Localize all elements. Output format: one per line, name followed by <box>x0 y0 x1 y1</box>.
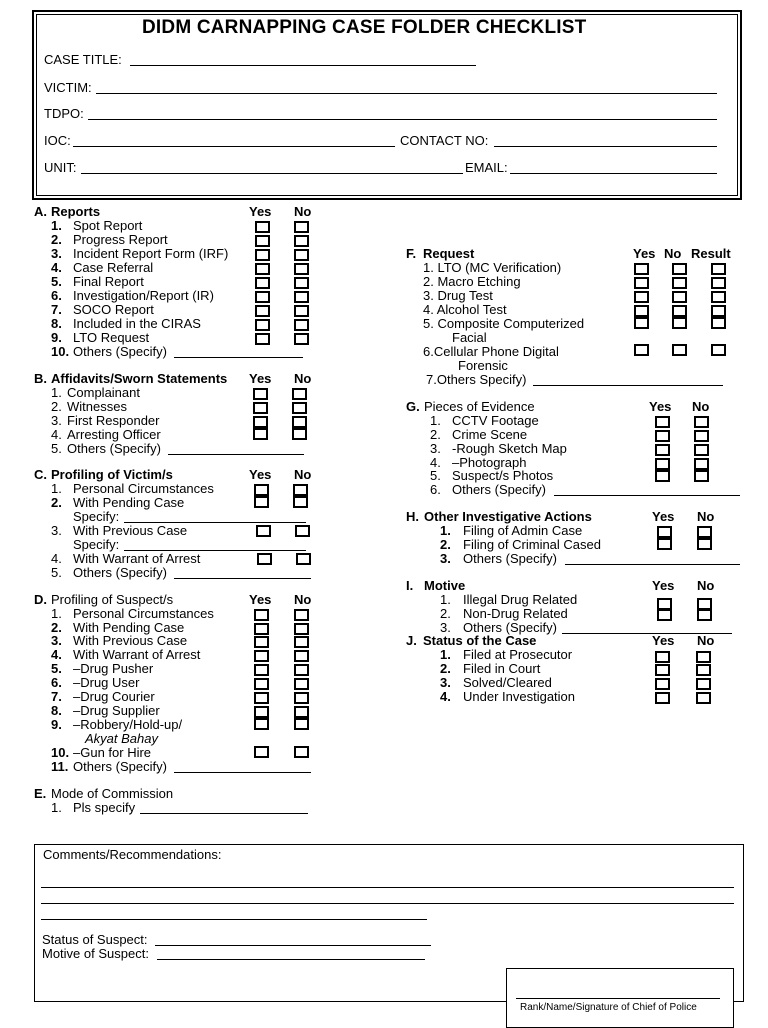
item-label: –Drug User <box>73 675 140 690</box>
checkbox-yes[interactable] <box>634 317 649 329</box>
item-label: Others (Specify) <box>73 759 167 774</box>
case-title-label: CASE TITLE: <box>44 52 122 67</box>
section-i-title: Motive <box>424 578 466 593</box>
item-label: Under Investigation <box>463 689 576 704</box>
tdpo-label: TDPO: <box>44 106 84 121</box>
item-label: 3. Drug Test <box>423 288 493 303</box>
item-label-continued: Akyat Bahay <box>85 731 158 746</box>
checkbox-yes[interactable] <box>255 249 270 261</box>
section-g-no-header: No <box>692 399 710 414</box>
checkbox-yes[interactable] <box>254 496 269 508</box>
checkbox-no[interactable] <box>694 444 709 456</box>
item-number: 8. <box>51 703 62 718</box>
checkbox-result[interactable] <box>711 263 726 275</box>
signature-label: Rank/Name/Signature of Chief of Police <box>520 1002 697 1013</box>
checkbox-yes[interactable] <box>634 305 649 317</box>
checkbox-yes[interactable] <box>634 277 649 289</box>
item-number: 4. <box>51 647 62 662</box>
section-h-letter: H. <box>406 509 419 524</box>
specify-label: Specify: <box>73 509 120 524</box>
item-number: 1. <box>51 800 62 815</box>
item-number: 3. <box>51 523 62 538</box>
checkbox-yes[interactable] <box>253 402 268 414</box>
checkbox-yes[interactable] <box>657 538 672 550</box>
item-label: –Drug Courier <box>73 689 155 704</box>
item-label: –Gun for Hire <box>73 745 152 760</box>
section-b-title: Affidavits/Sworn Statements <box>51 371 228 386</box>
checkbox-no[interactable] <box>294 692 309 704</box>
checkbox-yes[interactable] <box>255 305 270 317</box>
checkbox-no[interactable] <box>294 746 309 758</box>
section-b-letter: B. <box>34 371 47 386</box>
item-label: Others (Specify) <box>67 441 161 456</box>
item-number: 1. <box>51 218 62 233</box>
item-number: 4. <box>51 427 62 442</box>
item-label: With Pending Case <box>73 620 185 635</box>
checkbox-no[interactable] <box>294 623 309 635</box>
item-number: 5. <box>51 441 62 456</box>
checkbox-yes[interactable] <box>253 388 268 400</box>
checkbox-no[interactable] <box>672 305 687 317</box>
status-of-suspect-label: Status of Suspect: <box>42 932 148 947</box>
section-f-title: Request <box>423 246 475 261</box>
item-number: 3. <box>430 441 441 456</box>
checkbox-yes[interactable] <box>255 235 270 247</box>
item-label: Solved/Cleared <box>463 675 552 690</box>
checkbox-yes[interactable] <box>655 416 670 428</box>
checkbox-no[interactable] <box>697 538 712 550</box>
section-d-yes-header: Yes <box>249 592 272 607</box>
item-label: Illegal Drug Related <box>463 592 578 607</box>
checkbox-no[interactable] <box>294 305 309 317</box>
item-number: 1. <box>440 647 451 662</box>
section-d-no-header: No <box>294 592 312 607</box>
checkbox-yes[interactable] <box>655 470 670 482</box>
item-label: -Rough Sketch Map <box>452 441 567 456</box>
checkbox-no[interactable] <box>294 333 309 345</box>
item-label: Others (Specify) <box>452 482 546 497</box>
checkbox-no[interactable] <box>294 650 309 662</box>
item-number: 1. <box>440 523 451 538</box>
item-number: 3. <box>51 246 62 261</box>
unit-label: UNIT: <box>44 160 77 175</box>
others-specify-line[interactable] <box>554 495 740 496</box>
section-a-yes-header: Yes <box>249 204 272 219</box>
motive-of-suspect-label: Motive of Suspect: <box>42 946 149 961</box>
checkbox-yes[interactable] <box>255 263 270 275</box>
checkbox-yes[interactable] <box>255 221 270 233</box>
section-i-yes-header: Yes <box>652 578 675 593</box>
checkbox-yes[interactable] <box>254 718 269 730</box>
section-d-letter: D. <box>34 592 47 607</box>
checkbox-yes[interactable] <box>253 428 268 440</box>
item-label: With Pending Case <box>73 495 185 510</box>
checkbox-no[interactable] <box>294 291 309 303</box>
item-label: Spot Report <box>73 218 143 233</box>
checkbox-no[interactable] <box>672 277 687 289</box>
section-a-title: Reports <box>51 204 101 219</box>
item-label: Included in the CIRAS <box>73 316 201 331</box>
item-label: Final Report <box>73 274 144 289</box>
checkbox-no[interactable] <box>694 470 709 482</box>
item-number: 8. <box>51 316 62 331</box>
item-number: 3. <box>51 413 62 428</box>
checkbox-no[interactable] <box>696 664 711 676</box>
item-label: 2. Macro Etching <box>423 274 521 289</box>
email-field[interactable] <box>510 173 717 174</box>
section-g-yes-header: Yes <box>649 399 672 414</box>
checkbox-no[interactable] <box>294 221 309 233</box>
checkbox-no[interactable] <box>294 678 309 690</box>
item-number: 1. <box>51 385 62 400</box>
item-label: –Robbery/Hold-up/ <box>73 717 183 732</box>
item-label: Others (Specify) <box>463 620 557 635</box>
item-label: –Drug Pusher <box>73 661 154 676</box>
item-label: 6.Cellular Phone Digital <box>423 344 559 359</box>
checkbox-no[interactable] <box>292 416 307 428</box>
checkbox-no[interactable] <box>694 416 709 428</box>
checkbox-no[interactable] <box>672 291 687 303</box>
item-label: LTO Request <box>73 330 150 345</box>
section-h-yes-header: Yes <box>652 509 675 524</box>
item-label: Filed in Court <box>463 661 541 676</box>
item-label: Personal Circumstances <box>73 606 214 621</box>
others-specify-line[interactable] <box>565 564 740 565</box>
email-label: EMAIL: <box>465 160 508 175</box>
item-label: Others (Specify) <box>73 344 167 359</box>
checkbox-yes[interactable] <box>253 416 268 428</box>
item-number: 9. <box>51 717 62 732</box>
item-number: 1. <box>430 413 441 428</box>
checkbox-no[interactable] <box>295 525 310 537</box>
item-label: Case Referral <box>73 260 154 275</box>
item-label: With Previous Case <box>73 523 188 538</box>
header-inner-frame <box>36 14 738 196</box>
item-label: Filing of Admin Case <box>463 523 583 538</box>
item-label: With Warrant of Arrest <box>73 551 201 566</box>
checkbox-yes[interactable] <box>657 609 672 621</box>
item-number: 2. <box>51 232 62 247</box>
comments-line[interactable] <box>41 903 734 904</box>
item-number: 1. <box>51 481 62 496</box>
section-a-no-header: No <box>294 204 312 219</box>
others-specify-line[interactable] <box>174 772 311 773</box>
checkbox-no[interactable] <box>292 402 307 414</box>
checkbox-yes[interactable] <box>255 291 270 303</box>
checkbox-no[interactable] <box>293 496 308 508</box>
section-g-letter: G. <box>406 399 420 414</box>
checkbox-no[interactable] <box>294 263 309 275</box>
item-number: 5. <box>51 565 62 580</box>
contact-no-label: CONTACT NO: <box>400 133 489 148</box>
checkbox-yes[interactable] <box>655 692 670 704</box>
section-e-letter: E. <box>34 786 47 801</box>
item-label: CCTV Footage <box>452 413 539 428</box>
item-number: 7. <box>51 689 62 704</box>
signature-line[interactable] <box>516 998 720 999</box>
checkbox-no[interactable] <box>694 430 709 442</box>
item-number: 6. <box>51 675 62 690</box>
item-label: With Previous Case <box>73 633 188 648</box>
section-b-no-header: No <box>294 371 312 386</box>
checkbox-yes[interactable] <box>634 344 649 356</box>
others-specify-line[interactable] <box>533 385 723 386</box>
item-label: First Responder <box>67 413 160 428</box>
checkbox-yes[interactable] <box>254 650 269 662</box>
section-h-no-header: No <box>697 509 715 524</box>
item-label: Filed at Prosecutor <box>463 647 573 662</box>
checkbox-yes[interactable] <box>257 553 272 565</box>
checkbox-yes[interactable] <box>634 263 649 275</box>
checkbox-no[interactable] <box>697 526 712 538</box>
item-label: 5. Composite Computerized <box>423 316 585 331</box>
item-number: 4. <box>430 455 441 470</box>
checkbox-yes[interactable] <box>254 636 269 648</box>
section-i-no-header: No <box>697 578 715 593</box>
checkbox-yes[interactable] <box>655 678 670 690</box>
comments-line[interactable] <box>41 919 427 920</box>
item-label: Others (Specify) <box>463 551 557 566</box>
section-a-letter: A. <box>34 204 47 219</box>
specify-label: Specify: <box>73 537 120 552</box>
victim-field[interactable] <box>96 93 717 94</box>
item-number: 4. <box>51 551 62 566</box>
checkbox-no[interactable] <box>697 609 712 621</box>
item-label: 1. LTO (MC Verification) <box>423 260 562 275</box>
others-specify-line[interactable] <box>168 454 304 455</box>
item-label: Complainant <box>67 385 140 400</box>
checkbox-result[interactable] <box>711 277 726 289</box>
item-label: 4. Alcohol Test <box>423 302 507 317</box>
checkbox-no[interactable] <box>294 636 309 648</box>
item-label: Crime Scene <box>452 427 528 442</box>
section-c-yes-header: Yes <box>249 467 272 482</box>
checkbox-yes[interactable] <box>655 664 670 676</box>
item-label: Filing of Criminal Cased <box>463 537 601 552</box>
item-label: SOCO Report <box>73 302 154 317</box>
checkbox-yes[interactable] <box>634 291 649 303</box>
item-number: 10. <box>51 745 70 760</box>
section-f-letter: F. <box>406 246 417 261</box>
item-label: Progress Report <box>73 232 168 247</box>
item-number: 1. <box>440 592 451 607</box>
section-c-no-header: No <box>294 467 312 482</box>
checkbox-no[interactable] <box>294 319 309 331</box>
motive-of-suspect-field[interactable] <box>157 959 425 960</box>
victim-label: VICTIM: <box>44 80 92 95</box>
item-label-continued: Forensic <box>458 358 508 373</box>
section-i-letter: I. <box>406 578 414 593</box>
checkbox-yes[interactable] <box>255 277 270 289</box>
checkbox-yes[interactable] <box>254 484 269 496</box>
section-c-title: Profiling of Victim/s <box>51 467 173 482</box>
checkbox-yes[interactable] <box>254 678 269 690</box>
checkbox-yes[interactable] <box>255 319 270 331</box>
item-number: 11. <box>51 759 69 774</box>
checkbox-no[interactable] <box>696 678 711 690</box>
checkbox-no[interactable] <box>696 651 711 663</box>
item-label: With Warrant of Arrest <box>73 647 201 662</box>
checkbox-yes[interactable] <box>655 444 670 456</box>
checkbox-no[interactable] <box>672 344 687 356</box>
checkbox-yes[interactable] <box>256 525 271 537</box>
comments-line[interactable] <box>41 887 734 888</box>
case-title-field[interactable] <box>130 65 476 66</box>
item-label: Pls specify <box>73 800 136 815</box>
item-number: 4. <box>440 689 451 704</box>
checkbox-no[interactable] <box>293 484 308 496</box>
checkbox-no[interactable] <box>294 277 309 289</box>
checkbox-no[interactable] <box>694 458 709 470</box>
checkbox-result[interactable] <box>711 344 726 356</box>
checkbox-no[interactable] <box>696 692 711 704</box>
item-label: Investigation/Report (IR) <box>73 288 214 303</box>
checkbox-yes[interactable] <box>655 430 670 442</box>
checkbox-no[interactable] <box>294 706 309 718</box>
item-label: Witnesses <box>67 399 127 414</box>
checkbox-no[interactable] <box>672 263 687 275</box>
section-b-yes-header: Yes <box>249 371 272 386</box>
item-number: 3. <box>440 620 451 635</box>
section-j-letter: J. <box>406 633 417 648</box>
item-label: –Drug Supplier <box>73 703 160 718</box>
contact-no-field[interactable] <box>494 146 717 147</box>
checkbox-no[interactable] <box>672 317 687 329</box>
checkbox-result[interactable] <box>711 305 726 317</box>
section-e-title: Mode of Commission <box>51 786 174 801</box>
section-d-title: Profiling of Suspect/s <box>51 592 174 607</box>
checkbox-yes[interactable] <box>254 609 269 621</box>
item-label: 7.Others Specify) <box>426 372 527 387</box>
checkbox-yes[interactable] <box>657 526 672 538</box>
item-number: 2. <box>440 606 451 621</box>
item-number: 1. <box>51 606 62 621</box>
section-h-title: Other Investigative Actions <box>424 509 592 524</box>
item-number: 2. <box>430 427 441 442</box>
others-specify-line[interactable] <box>174 357 303 358</box>
status-of-suspect-field[interactable] <box>155 945 431 946</box>
item-number: 3. <box>51 633 62 648</box>
checkbox-result[interactable] <box>711 291 726 303</box>
ioc-field[interactable] <box>73 146 395 147</box>
checkbox-no[interactable] <box>294 249 309 261</box>
checkbox-yes[interactable] <box>655 458 670 470</box>
checkbox-no[interactable] <box>294 664 309 676</box>
item-label: Others (Specify) <box>73 565 167 580</box>
page-title: DIDM CARNAPPING CASE FOLDER CHECKLIST <box>142 17 587 38</box>
item-label: Incident Report Form (IRF) <box>73 246 229 261</box>
item-number: 7. <box>51 302 62 317</box>
checkbox-result[interactable] <box>711 317 726 329</box>
item-number: 2. <box>51 399 62 414</box>
item-number: 2. <box>51 620 62 635</box>
checkbox-yes[interactable] <box>255 333 270 345</box>
item-label: Suspect/s Photos <box>452 468 554 483</box>
item-number: 5. <box>51 661 62 676</box>
checkbox-no[interactable] <box>292 428 307 440</box>
tdpo-field[interactable] <box>88 119 717 120</box>
checkbox-yes[interactable] <box>254 623 269 635</box>
item-number: 4. <box>51 260 62 275</box>
item-label: Non-Drug Related <box>463 606 568 621</box>
item-number: 2. <box>440 661 451 676</box>
section-f-result-header: Result <box>691 246 731 261</box>
item-number: 9. <box>51 330 62 345</box>
checkbox-yes[interactable] <box>254 706 269 718</box>
checkbox-yes[interactable] <box>655 651 670 663</box>
item-number: 2. <box>51 495 62 510</box>
section-c-letter: C. <box>34 467 47 482</box>
item-label: –Photograph <box>452 455 527 470</box>
item-label-continued: Facial <box>452 330 487 345</box>
item-number: 6. <box>430 482 441 497</box>
checkbox-no[interactable] <box>294 718 309 730</box>
checkbox-yes[interactable] <box>254 692 269 704</box>
ioc-label: IOC: <box>44 133 71 148</box>
section-j-title: Status of the Case <box>423 633 537 648</box>
section-j-yes-header: Yes <box>652 633 675 648</box>
checkbox-no[interactable] <box>294 609 309 621</box>
checkbox-yes[interactable] <box>254 664 269 676</box>
checkbox-no[interactable] <box>294 235 309 247</box>
item-number: 5. <box>51 274 62 289</box>
item-label: Personal Circumstances <box>73 481 214 496</box>
item-number: 5. <box>430 468 441 483</box>
section-f-yes-header: Yes <box>633 246 656 261</box>
item-number: 10. <box>51 344 70 359</box>
mode-specify-line[interactable] <box>140 813 308 814</box>
section-j-no-header: No <box>697 633 715 648</box>
unit-field[interactable] <box>81 173 463 174</box>
item-number: 3. <box>440 551 451 566</box>
comments-label: Comments/Recommendations: <box>43 847 222 862</box>
item-number: 3. <box>440 675 451 690</box>
section-g-title: Pieces of Evidence <box>424 399 535 414</box>
checkbox-no[interactable] <box>296 553 311 565</box>
item-number: 2. <box>440 537 451 552</box>
item-label: Arresting Officer <box>67 427 161 442</box>
checkbox-yes[interactable] <box>254 746 269 758</box>
checkbox-no[interactable] <box>292 388 307 400</box>
section-f-no-header: No <box>664 246 682 261</box>
others-specify-line[interactable] <box>174 578 311 579</box>
item-number: 6. <box>51 288 62 303</box>
